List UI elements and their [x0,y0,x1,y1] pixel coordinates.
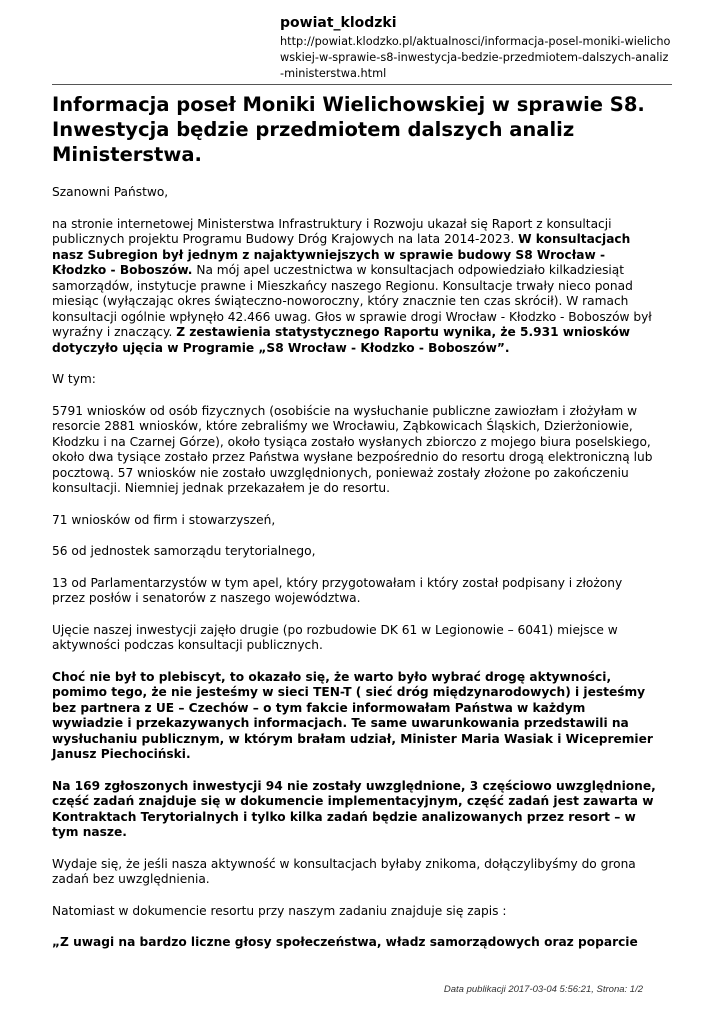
site-name: powiat_klodzki [280,15,397,31]
paragraph-71: 71 wniosków od firm i stowarzyszeń, [52,512,276,527]
paragraph-bold-plebiscyt: Choć nie był to plebiscyt, to okazało się, że warto było wybrać drogę aktywności, pomimo tego, że nie jesteśmy w sieci TEN-T ( sieć dróg międzynarodowych) i jesteśmy bez partnera z UE – Czechów – o tym fakcie informowałam Państwa w każdym wywiadzie i przekazywanych informacjach. Te same uwarunkowania przedstawili na wysłuchaniu publicznym, w którym brałam udział, Minister Maria Wasiak i Wicepremier Janusz Piechociński. [52,669,653,761]
intro-text-c: Na mój apel uczestnictwa w konsultacjach odpowiedziało kilkadziesiąt samorządów, instytucje prawne i Mieszkańcy naszego Regionu. Konsultacje trwały nieco ponad miesiąc (wyłączając okres świąteczno-noworoczny, który znacznie ten czas skrócił). W ramach konsultacji ogólnie wpłynęło 42.466 uwag. Głos w sprawie drogi Wrocław - Kłodzko - Boboszów był wyraźny i znaczący. [52,263,652,339]
header-divider [52,84,672,85]
intro-text-a: na stronie internetowej Ministerstwa Infrastruktury i Rozwoju ukazał się Raport z konsultacji publicznych projektu Programu Budowy Dróg Krajowych na lata 2014-2023. [52,216,612,246]
paragraph-5791: 5791 wniosków od osób fizycznych (osobiście na wysłuchanie publiczne zawiozłam i złożyłam w resorcie 2881 wniosków, które zebraliśmy we Wrocławiu, Ząbkowicach Śląskich, Dzierżoniowie, Kłodzku i na Czarnej Górze), około tysiąca zostało wysłanych zbiorczo z mojego biura poselskiego, około dwa tysiące zostało przez Państwa wysłane bezpośrednio do resortu drogą elektroniczną lub pocztową. 57 wniosków nie zostało uwzględnionych, ponieważ zostały złożone po zakończeniu konsultacji. Niemniej jednak przekazałem je do resortu. [52,403,653,495]
intro-bold-d: Z zestawienia statystycznego Raportu wynika, że 5.931 wniosków dotyczyło ujęcia w Programie „S8 Wrocław - Kłodzko - Boboszów”. [52,325,630,355]
paragraph-natomiast: Natomiast w dokumencie resortu przy naszym zadaniu znajduje się zapis : [52,903,507,918]
paragraph-13: 13 od Parlamentarzystów w tym apel, który przygotowałam i który został podpisany i złożony przez posłów i senatorów z naszego województwa. [52,575,623,605]
article-body [52,92,658,967]
intro-bold-b: W konsultacjach nasz Subregion był jednym z najaktywniejszych w sprawie budowy S8 Wrocław - Kłodzko - Boboszów. [52,232,631,277]
paragraph-wydaje: Wydaje się, że jeśli nasza aktywność w konsultacjach byłaby znikoma, dołączylibyśmy do grona zadań bez uwzględnienia. [52,856,636,886]
publication-footer: Data publikacji 2017-03-04 5:56:21, Strona: 1/2 [443,984,643,995]
paragraph-intro [52,217,658,357]
paragraph-56: 56 od jednostek samorządu terytorialnego, [52,544,316,558]
article-title: Informacja poseł Moniki Wielichowskiej w sprawie S8. Inwestycja będzie przedmiotem dalszych analiz Ministerstwa. [52,93,645,166]
greeting: Szanowni Państwo, [52,185,169,199]
paragraph-quote: „Z uwagi na bardzo liczne głosy społeczeństwa, władz samorządowych oraz poparcie [52,935,638,949]
source-url: http://powiat.klodzko.pl/aktualnosci/informacja-posel-moniki-wielichowskiej-w-sprawie-s8-inwestycja-bedzie-przedmiotem-dalszych-analiz-ministerstwa.html [280,35,671,80]
paragraph-bold-169: Na 169 zgłoszonych inwestycji 94 nie zostały uwzględnione, 3 częściowo uwzględnione, część zadań znajduje się w dokumencie implementacyjnym, część zadań jest zawarta w Kontraktach Terytorialnych i tylko kilka zadań będzie analizowanych przez resort – w tym nasze. [52,778,656,839]
page-header [280,14,672,82]
paragraph-w-tym: W tym: [52,372,96,386]
paragraph-ujecie: Ujęcie naszej inwestycji zajęło drugie (po rozbudowie DK 61 w Legionowie – 6041) miejsce w aktywności podczas konsultacji publicznych. [52,622,618,652]
